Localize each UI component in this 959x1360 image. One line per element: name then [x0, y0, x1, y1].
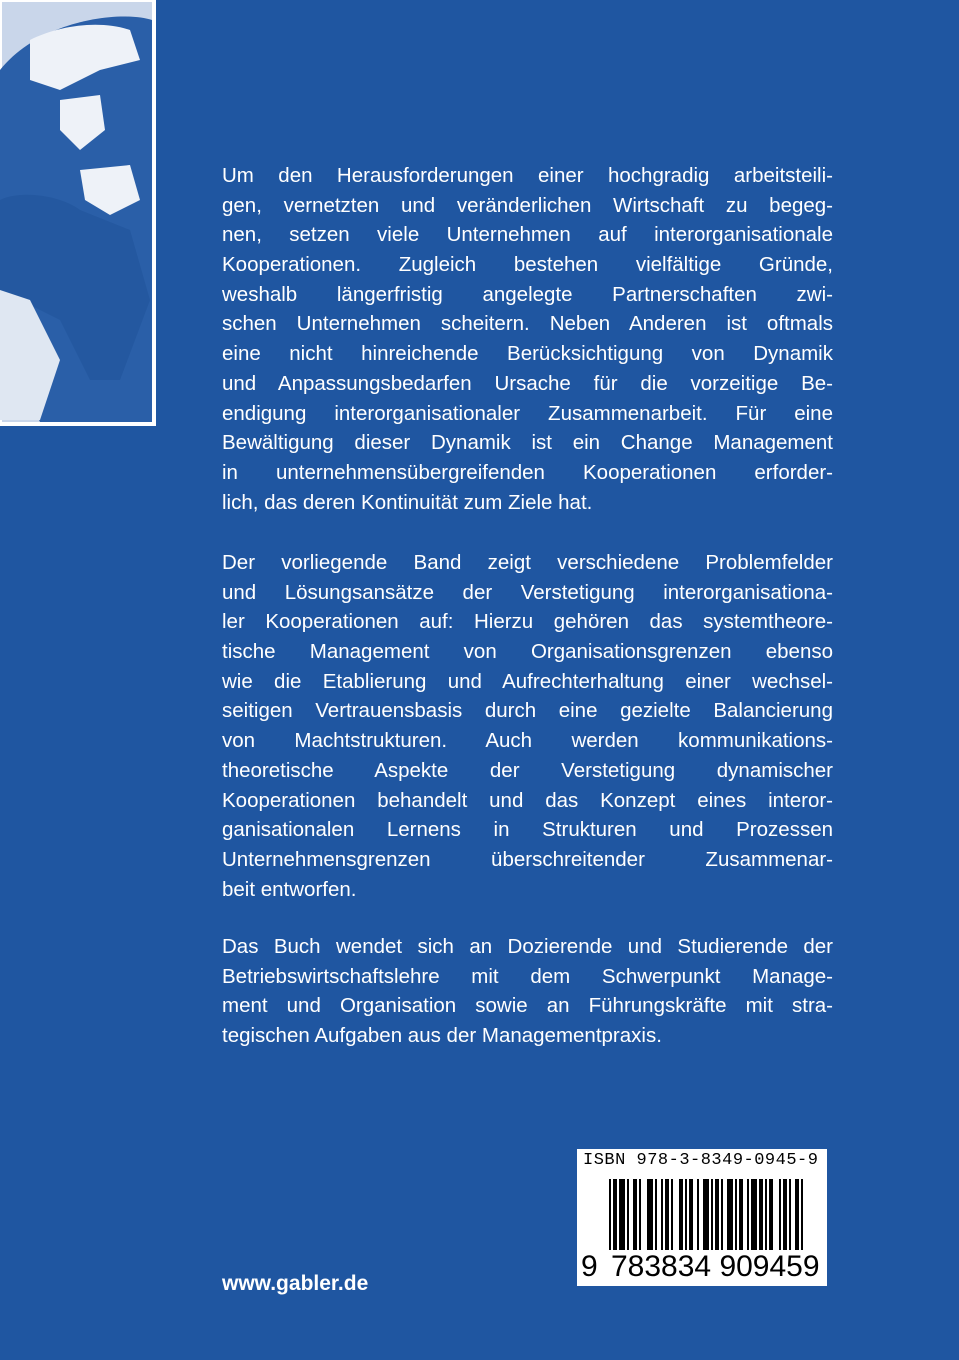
text-line: von Machtstrukturen. Auch werden kommunikations- [222, 729, 833, 753]
text-line: Das Buch wendet sich an Dozierende und Studierende der [222, 935, 833, 958]
text-line: tegischen Aufgaben aus der Managementpraxis. [222, 1024, 662, 1048]
ean-digits [581, 1252, 822, 1282]
text-line: Kooperationen behandelt und das Konzept eines interor- [222, 788, 833, 812]
text-line: schen Unternehmen scheitern. Neben Anderen ist oftmals [222, 312, 833, 336]
publisher-website: www.gabler.de [222, 1272, 369, 1295]
text-line: weshalb längerfristig angelegte Partnerschaften zwi- [222, 282, 833, 306]
text-line: Bewältigung dieser Dynamik ist ein Change Management [222, 431, 833, 455]
text-line: in unternehmensübergreifenden Kooperationen erforder- [222, 460, 833, 484]
ean-first-digit: 9 [581, 1252, 609, 1282]
text-line: Der vorliegende Band zeigt verschiedene Problemfelder [222, 551, 833, 574]
text-line: wie die Etablierung und Aufrechterhaltung einer wechsel- [222, 669, 833, 693]
text-line: theoretische Aspekte der Verstetigung dynamischer [222, 758, 833, 782]
text-line: nen, setzen viele Unternehmen auf interorganisationale [222, 223, 833, 247]
text-line: Betriebswirtschaftslehre mit dem Schwerpunkt Manage- [222, 964, 833, 988]
paragraph-1 [222, 161, 833, 517]
text-line: ganisationalen Lernens in Strukturen und Prozessen [222, 818, 833, 842]
paragraph-3 [222, 932, 833, 1051]
text-line: lich, das deren Kontinuität zum Ziele hat. [222, 490, 593, 514]
text-line: tische Management von Organisationsgrenzen ebenso [222, 640, 833, 664]
text-line: und Anpassungsbedarfen Ursache für die vorzeitige Be- [222, 371, 833, 395]
text-line: beit entworfen. [222, 877, 357, 901]
text-line: Um den Herausforderungen einer hochgradig arbeitsteili- [222, 164, 833, 187]
text-line: eine nicht hinreichende Berücksichtigung von Dynamik [222, 342, 833, 366]
text-line: und Lösungsansätze der Verstetigung interorganisationa- [222, 580, 833, 604]
paragraph-2 [222, 548, 833, 904]
ean-rest-digits: 783834 909459 [611, 1250, 820, 1283]
text-line: endigung interorganisationaler Zusammenarbeit. Für eine [222, 401, 833, 425]
text-line: Kooperationen. Zugleich bestehen vielfältige Gründe, [222, 253, 833, 277]
text-line: gen, vernetzten und veränderlichen Wirtschaft zu begeg- [222, 193, 833, 217]
text-line: ler Kooperationen auf: Hierzu gehören das systemtheore- [222, 610, 833, 634]
globe-image [0, 0, 156, 426]
text-line: Unternehmensgrenzen überschreitender Zusammenar- [222, 847, 833, 871]
isbn-barcode [577, 1149, 827, 1286]
text-line: ment und Organisation sowie an Führungskräfte mit stra- [222, 994, 833, 1018]
text-line: seitigen Vertrauensbasis durch eine gezielte Balancierung [222, 699, 833, 723]
isbn-label: ISBN 978-3-8349-0945-9 [583, 1151, 819, 1170]
